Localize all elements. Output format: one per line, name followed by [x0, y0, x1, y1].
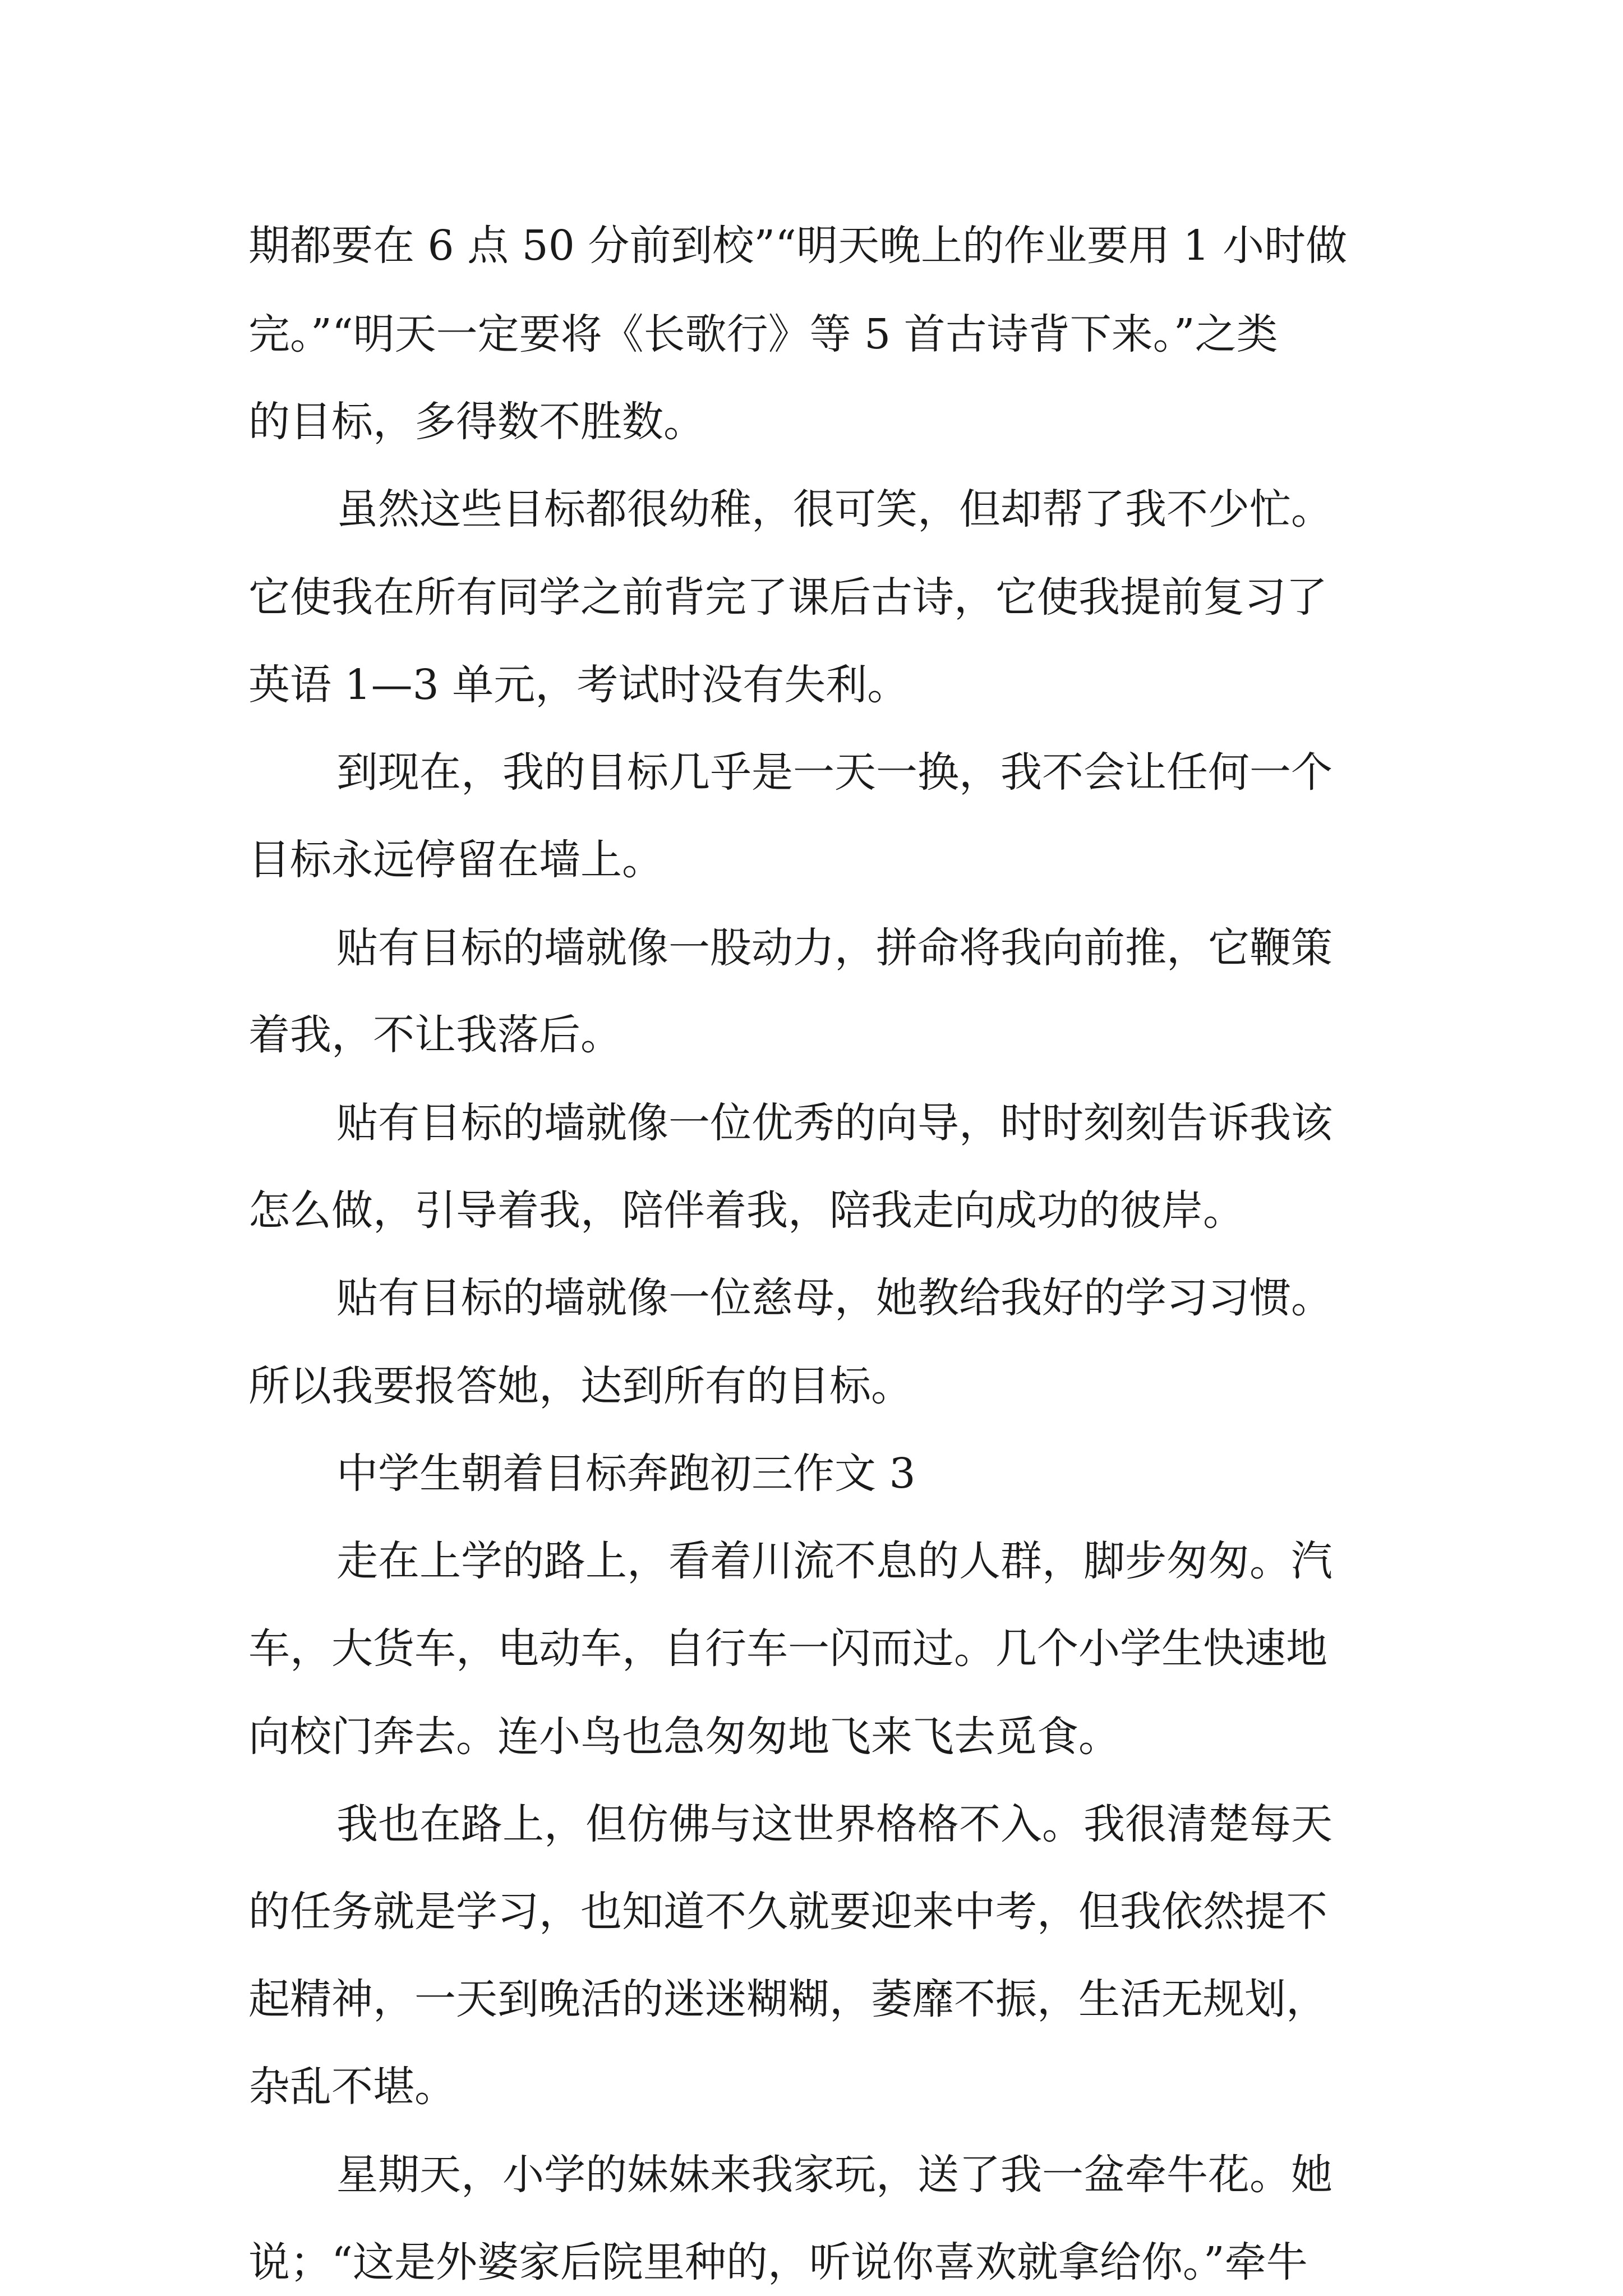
text-line: 的任务就是学习，也知道不久就要迎来中考，但我依然提不	[248, 1888, 1327, 1936]
text-line: 完。”“明天一定要将《长歌行》等 5 首古诗背下来。”之类	[248, 310, 1278, 358]
text-line: 着我，不让我落后。	[248, 1011, 622, 1059]
text-line: 贴有目标的墙就像一位慈母，她教给我好的学习习惯。	[336, 1274, 1332, 1322]
text-line: 所以我要报答她，达到所有的目标。	[248, 1362, 912, 1410]
text-line: 的目标，多得数不胜数。	[248, 398, 705, 446]
text-line: 我也在路上，但仿佛与这世界格格不入。我很清楚每天	[336, 1800, 1332, 1848]
text-line: 到现在，我的目标几乎是一天一换，我不会让任何一个	[336, 748, 1332, 797]
text-line: 车，大货车，电动车，自行车一闪而过。几个小学生快速地	[248, 1625, 1327, 1673]
text-line: 杂乱不堪。	[248, 2063, 456, 2111]
text-line: 起精神，一天到晚活的迷迷糊糊，萎靡不振，生活无规划，	[248, 1975, 1327, 2023]
text-line: 期都要在 6 点 50 分前到校”“明天晚上的作业要用 1 小时做	[248, 222, 1348, 270]
text-line: 虽然这些目标都很幼稚，很可笑，但却帮了我不少忙。	[336, 485, 1332, 533]
text-line: 贴有目标的墙就像一位优秀的向导，时时刻刻告诉我该	[336, 1099, 1332, 1147]
text-line: 英语 1—3 单元，考试时没有失利。	[248, 661, 909, 709]
text-line: 贴有目标的墙就像一股动力，拼命将我向前推，它鞭策	[336, 924, 1332, 972]
section-heading: 中学生朝着目标奔跑初三作文 3	[336, 1450, 916, 1498]
text-line: 目标永远停留在墙上。	[248, 836, 663, 884]
text-line: 向校门奔去。连小鸟也急匆匆地飞来飞去觅食。	[248, 1713, 1120, 1761]
text-line: 怎么做，引导着我，陪伴着我，陪我走向成功的彼岸。	[248, 1186, 1244, 1235]
text-line: 走在上学的路上，看着川流不息的人群，脚步匆匆。汽	[336, 1537, 1332, 1585]
text-line: 说；“这是外婆家后院里种的，听说你喜欢就拿给你。”牵牛	[248, 2238, 1308, 2286]
text-line: 它使我在所有同学之前背完了课后古诗，它使我提前复习了	[248, 573, 1327, 622]
text-line: 星期天，小学的妹妹来我家玩，送了我一盆牵牛花。她	[336, 2151, 1332, 2199]
